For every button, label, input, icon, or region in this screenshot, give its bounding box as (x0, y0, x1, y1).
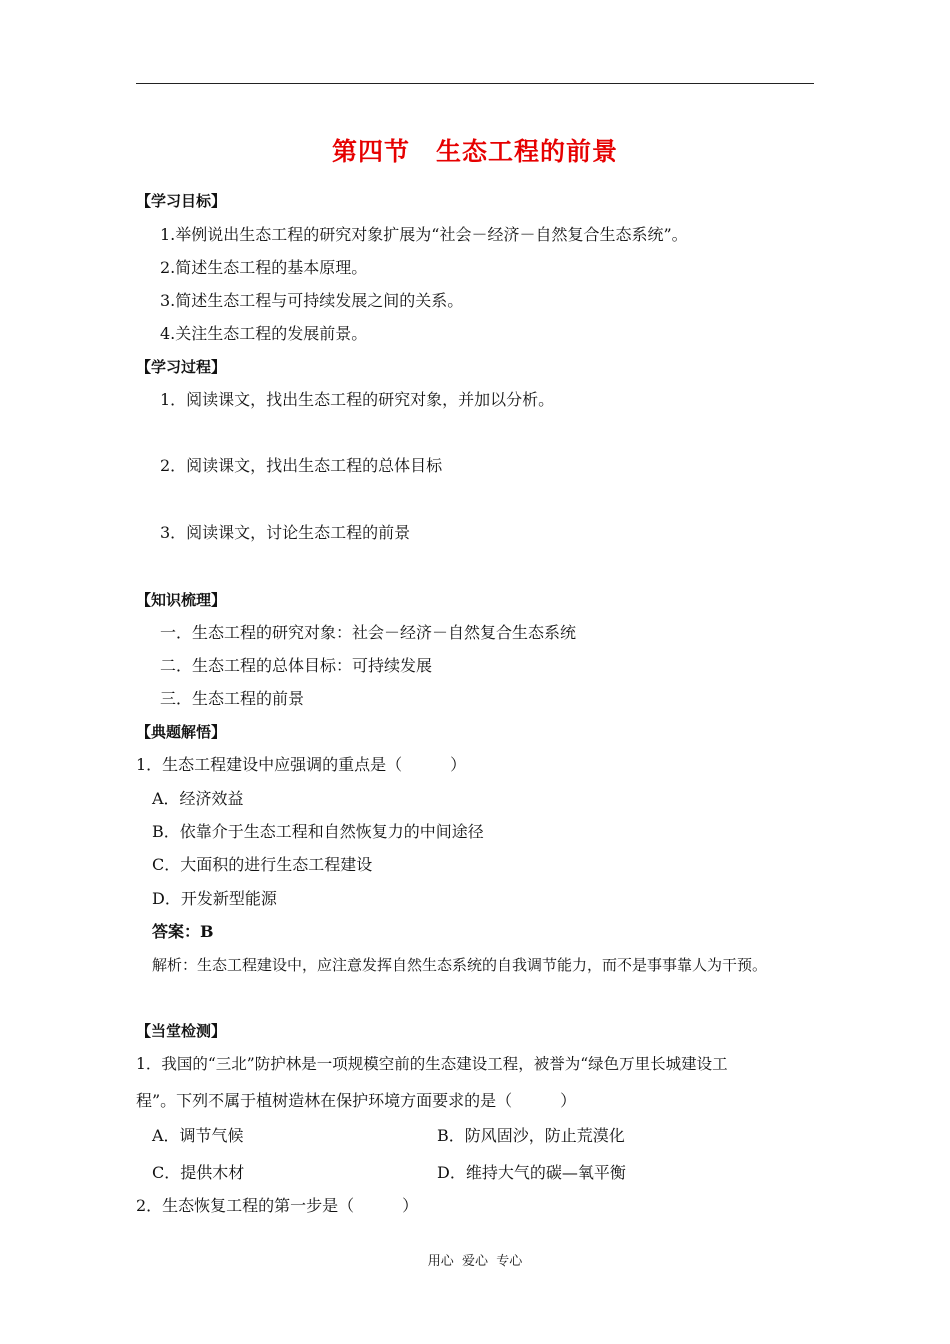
answer-text: 答案：B (152, 922, 214, 941)
objective-item: 1.举例说出生态工程的研究对象扩展为“社会－经济－自然复合生态系统”。 (160, 225, 688, 244)
check-question-1-line-1: 1．我国的“三北”防护林是一项规模空前的生态建设工程，被誉为“绿色万里长城建设工 (136, 1055, 728, 1073)
analysis-text: 解析：生态工程建设中，应注意发挥自然生态系统的自我调节能力，而不是事事靠人为干预。 (152, 956, 768, 974)
page-footer: 用心 爱心 专心 (427, 1254, 523, 1269)
knowledge-item: 三．生态工程的前景 (160, 689, 305, 708)
objective-item: 3.简述生态工程与可持续发展之间的关系。 (160, 291, 464, 310)
objective-item: 2.简述生态工程的基本原理。 (160, 258, 368, 277)
example-heading: 【典题解悟】 (136, 723, 227, 741)
knowledge-heading: 【知识梳理】 (136, 591, 227, 609)
check-heading: 【当堂检测】 (136, 1022, 227, 1040)
check-question-1-line-2: 程”。下列不属于植树造林在保护环境方面要求的是（ ） (136, 1091, 577, 1110)
process-item: 2．阅读课文，找出生态工程的总体目标 (160, 456, 443, 475)
process-item: 1．阅读课文，找出生态工程的研究对象，并加以分析。 (160, 390, 555, 409)
example-option: A．经济效益 (152, 789, 244, 808)
check-option: D．维持大气的碳—氧平衡 (437, 1163, 626, 1182)
example-option: B．依靠介于生态工程和自然恢复力的中间途径 (152, 822, 484, 841)
example-option: C．大面积的进行生态工程建设 (152, 855, 373, 874)
objective-item: 4.关注生态工程的发展前景。 (160, 324, 368, 343)
example-option: D．开发新型能源 (152, 889, 277, 908)
check-option: C．提供木材 (152, 1163, 245, 1182)
objectives-heading: 【学习目标】 (136, 192, 227, 210)
check-question-2: 2．生态恢复工程的第一步是（ ） (136, 1196, 419, 1215)
knowledge-item: 一．生态工程的研究对象：社会－经济－自然复合生态系统 (160, 623, 577, 642)
check-option: B．防风固沙，防止荒漠化 (437, 1126, 625, 1145)
knowledge-item: 二．生态工程的总体目标：可持续发展 (160, 656, 433, 675)
process-item: 3．阅读课文，讨论生态工程的前景 (160, 523, 411, 542)
check-option: A．调节气候 (152, 1126, 244, 1145)
example-question: 1．生态工程建设中应强调的重点是（ ） (136, 755, 467, 774)
page-title: 第四节 生态工程的前景 (331, 137, 618, 166)
process-heading: 【学习过程】 (136, 358, 227, 376)
header-rule (136, 83, 814, 84)
